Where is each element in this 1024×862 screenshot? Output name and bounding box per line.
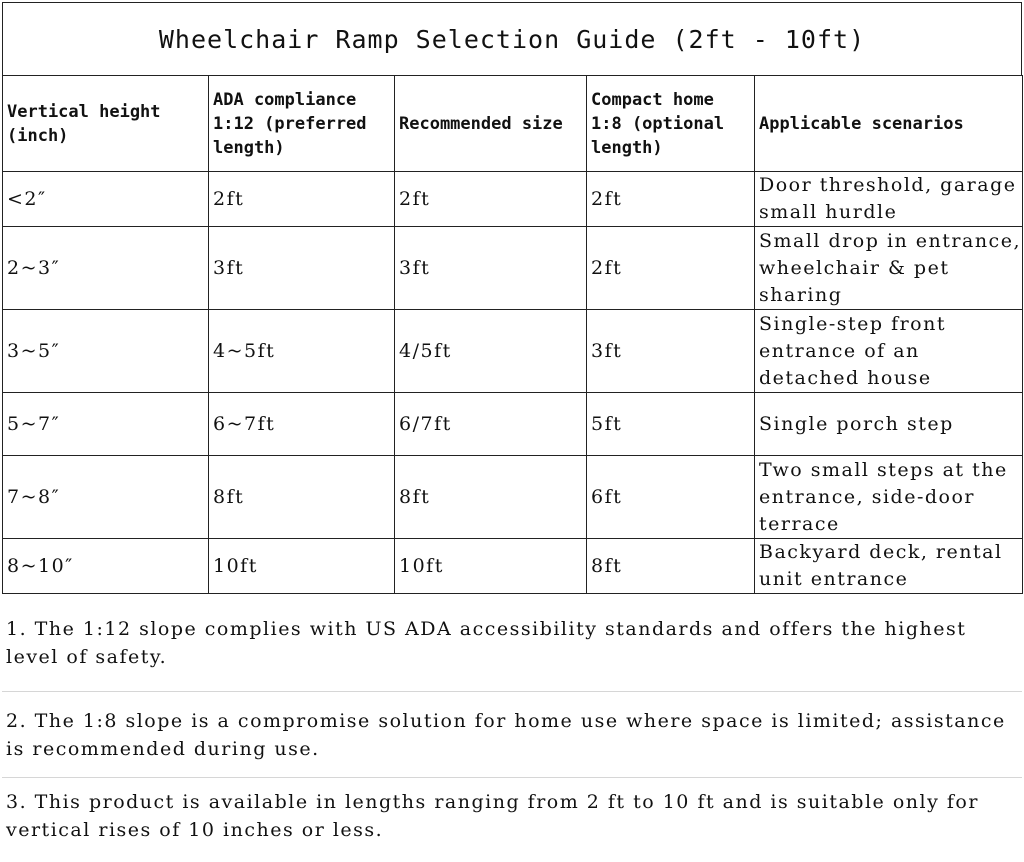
cell-recommended: 2ft [395, 172, 587, 227]
table-row [3, 310, 1023, 393]
cell-compact: 6ft [587, 456, 755, 539]
note-compact-slope: 2. The 1:8 slope is a compromise solution for home use where space is limited; assistance is recommended during use. [2, 692, 1022, 778]
header-vertical-height: Vertical height (inch) [3, 76, 209, 172]
cell-scenario: Single porch step [755, 393, 1023, 456]
header-ada-compliance: ADA compliance 1:12 (preferred length) [209, 76, 395, 172]
cell-compact: 3ft [587, 310, 755, 393]
cell-recommended: 8ft [395, 456, 587, 539]
notes-section [2, 594, 1022, 854]
cell-compact: 5ft [587, 393, 755, 456]
header-recommended-size: Recommended size [395, 76, 587, 172]
cell-height: 8~10″ [3, 539, 209, 594]
table-row [3, 172, 1023, 227]
page-title: Wheelchair Ramp Selection Guide (2ft - 10ft) [2, 2, 1022, 75]
cell-height: <2″ [3, 172, 209, 227]
cell-recommended: 10ft [395, 539, 587, 594]
ramp-size-table [2, 75, 1023, 594]
note-product-range: 3. This product is available in lengths ranging from 2 ft to 10 ft and is suitable only for vertical rises of 10 inches or less. [6, 791, 979, 841]
ramp-guide-sheet [2, 2, 1022, 854]
header-compact-home: Compact home 1:8 (optional length) [587, 76, 755, 172]
cell-compact: 8ft [587, 539, 755, 594]
cell-height: 7~8″ [3, 456, 209, 539]
cell-ada: 4~5ft [209, 310, 395, 393]
cell-height: 3~5″ [3, 310, 209, 393]
cell-ada: 10ft [209, 539, 395, 594]
cell-ada: 2ft [209, 172, 395, 227]
cell-recommended: 3ft [395, 227, 587, 310]
cell-height: 5~7″ [3, 393, 209, 456]
cell-height: 2~3″ [3, 227, 209, 310]
cell-scenario: Single-step front entrance of an detached house [755, 310, 1023, 393]
cell-recommended: 4/5ft [395, 310, 587, 393]
cell-scenario: Door threshold, garage small hurdle [755, 172, 1023, 227]
cell-scenario: Backyard deck, rental unit entrance [755, 539, 1023, 594]
cell-ada: 3ft [209, 227, 395, 310]
cell-compact: 2ft [587, 227, 755, 310]
table-row [3, 539, 1023, 594]
cell-compact: 2ft [587, 172, 755, 227]
cell-scenario: Small drop in entrance, wheelchair & pet sharing [755, 227, 1023, 310]
cell-ada: 6~7ft [209, 393, 395, 456]
table-row [3, 456, 1023, 539]
cell-scenario: Two small steps at the entrance, side-door terrace [755, 456, 1023, 539]
header-applicable-scenarios: Applicable scenarios [755, 76, 1023, 172]
table-header-row [3, 76, 1023, 172]
cell-ada: 8ft [209, 456, 395, 539]
table-row [3, 227, 1023, 310]
table-row [3, 393, 1023, 456]
cell-recommended: 6/7ft [395, 393, 587, 456]
note-ada-slope: 1. The 1:12 slope complies with US ADA accessibility standards and offers the highest level of safety. [2, 594, 1022, 692]
